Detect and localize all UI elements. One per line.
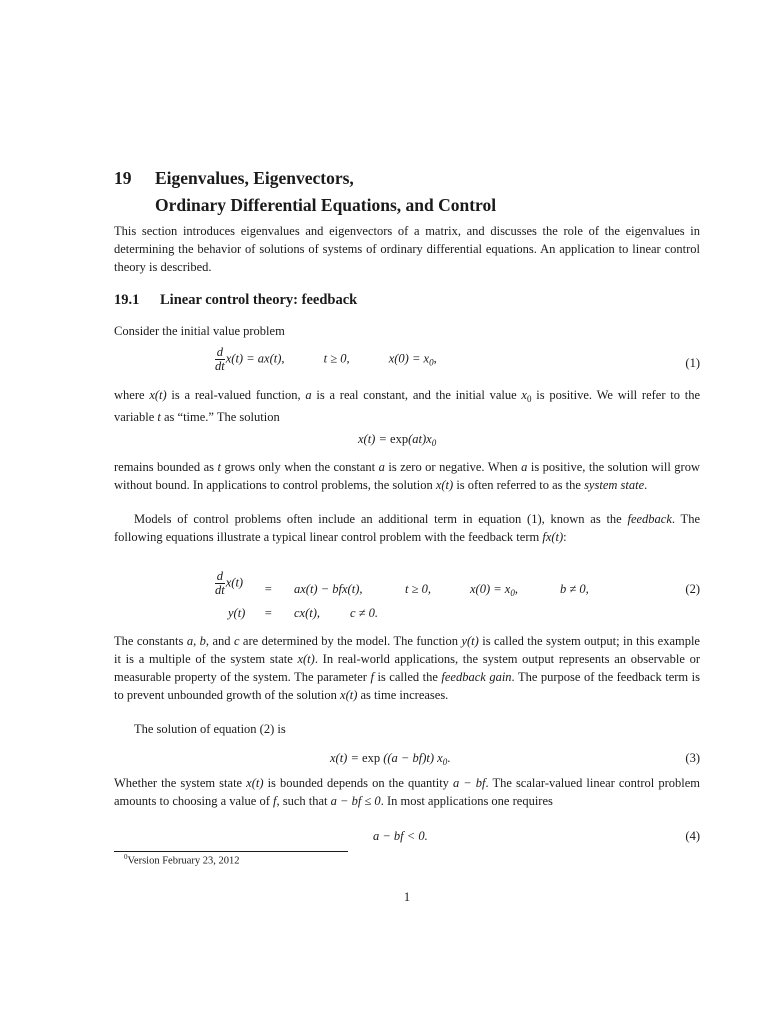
subsection-title-text: Linear control theory: feedback	[160, 292, 358, 308]
equation-2: $\frac{d}{dt}$ x(t) = ax(t) − bfx(t), t ≥ 0, $x(0) = x_0$, b ≠ 0, (2) y(t) = cx(t), c ≠ 0.	[215, 569, 700, 620]
subsection-title	[114, 292, 357, 309]
paragraph-whether: Whether the system state x(t) is bounded depends on the quantity a − bf. The scalar-valued linear control problem amounts to choosing a value of f, such that a − bf ≤ 0. In most applications one requires	[114, 776, 700, 808]
footnote-text: Version February 23, 2012	[127, 855, 240, 867]
section-title	[114, 165, 496, 219]
paragraph-where: where x(t) is a real-valued function, a is a real constant, and the initial value $x_0$ is positive. We will refer to the variable t as “time.” The solution	[114, 388, 701, 424]
equation-4-body: a − bf < 0.	[373, 829, 428, 843]
equation-1-body: $\frac{d}{dt}$ x(t) = ax(t), t ≥ 0, $x(0) = x_0$,	[215, 345, 437, 373]
derivative-fraction: $\frac{d}{dt}$	[215, 345, 225, 373]
paragraph-constants: The constants a, b, and c are determined by the model. The function y(t) is called the system output; in this example it is a multiple of the system state x(t). In real-world applications, the system output represents an observable or measurable property of the system. The parameter f is called the feedback gain. The purpose of the feedback term is to prevent unbounded growth of the solution x(t) as time increases.	[114, 634, 700, 702]
page-number: 1	[403, 890, 411, 904]
equation-4-number: (4)	[685, 829, 700, 843]
section-number: 19	[114, 168, 132, 188]
equation-2-line2: y(t)	[228, 606, 246, 620]
paragraph-solution-of: The solution of equation (2) is	[134, 722, 286, 736]
paragraph-models: Models of control problems often include an additional term in equation (1), known as the feedback. The following equations illustrate a typical linear control problem with the feedback term fx(t):	[114, 512, 700, 544]
footnote-mark: 0	[124, 853, 128, 861]
footnote	[124, 853, 239, 867]
intro-paragraph: This section introduces eigenvalues and eigenvectors of a matrix, and discusses the role of the eigenvalues in determining the behavior of solutions of systems of ordinary differential equations. An application to linear control theory is described.	[114, 224, 700, 274]
equation-2-number: (2)	[685, 582, 700, 596]
section-title-line1: Eigenvalues, Eigenvectors,	[155, 168, 354, 188]
equation-2-line1: $\frac{d}{dt}$ x(t)	[215, 569, 244, 597]
footnote-rule	[114, 851, 348, 852]
paragraph-remains-bounded: remains bounded as t grows only when the constant a is zero or negative. When a is positive, the solution will grow without bound. In applications to control problems, the solution x(t) is often referred to as the system state.	[114, 460, 700, 492]
paper-page: 19 Eigenvalues, Eigenvectors, Ordinary Differential Equations, and Control This section introduces eigenvalues and eigenvectors of a matrix, and discusses the role of the eigenvalues in determining the behavior of solutions of systems of ordinary differential equations. An application to linear control theory is described. 19.1 Linear control theory: feedback Consider the initial value problem $\frac{d}{dt}$ x(t) = ax(t), t ≥ 0, $x(0) = x_0$, (1) where x(t) is a real-valued function, a is a real constant, and the initial value $x_0$ is positive. We will refer to the variable t as “time.” The solution $x(t) = \exp(at)x_0$ remains bounded as t grows only when the constant a is zero or negative. When a is positive, the solution will grow without bound. In applications to control problems, the solution x(t) is often referred to as the system state. Models of control problems often include an additional term in equation (1), known as the feedback. The following equations illustrate a typical linear control problem with the feedback term fx(t): $\frac{d}{dt}$ x(t) = ax(t) − bfx(t), t ≥ 0, $x(0) = x_0$, b ≠ 0, (2) y(t) = cx(t), c ≠ 0. The constants a, b, and c are determined by the model. The function y(t) is called the system output; in this example it is a multiple of the system state x(t). In real-world applications, the system output represents an observable or measurable property of the system. The parameter f is called the feedback gain. The purpose of the feedback term is to prevent unbounded growth of the solution x(t) as time increases. The solution of equation (2) is x(t) = exp ((a − bf)t) $x_0$. (3) Whether the system state x(t) is bounded depends on the quantity a − bf. The scalar-valued linear control problem amounts to choosing a value of f, such that a − bf ≤ 0. In most applications one requires a − bf < 0. (4) $^0$Version February 23, 2012 1	[114, 0, 700, 1024]
subsection-number: 19.1	[114, 292, 140, 308]
equation-1	[114, 346, 700, 382]
equation-1-number: (1)	[685, 356, 700, 370]
section-title-line2: Ordinary Differential Equations, and Control	[155, 195, 497, 215]
paragraph-consider: Consider the initial value problem	[114, 324, 285, 338]
equation-3-number: (3)	[685, 751, 700, 765]
equation-3-body: x(t) = exp ((a − bf)t) $x_0$.	[330, 751, 451, 767]
